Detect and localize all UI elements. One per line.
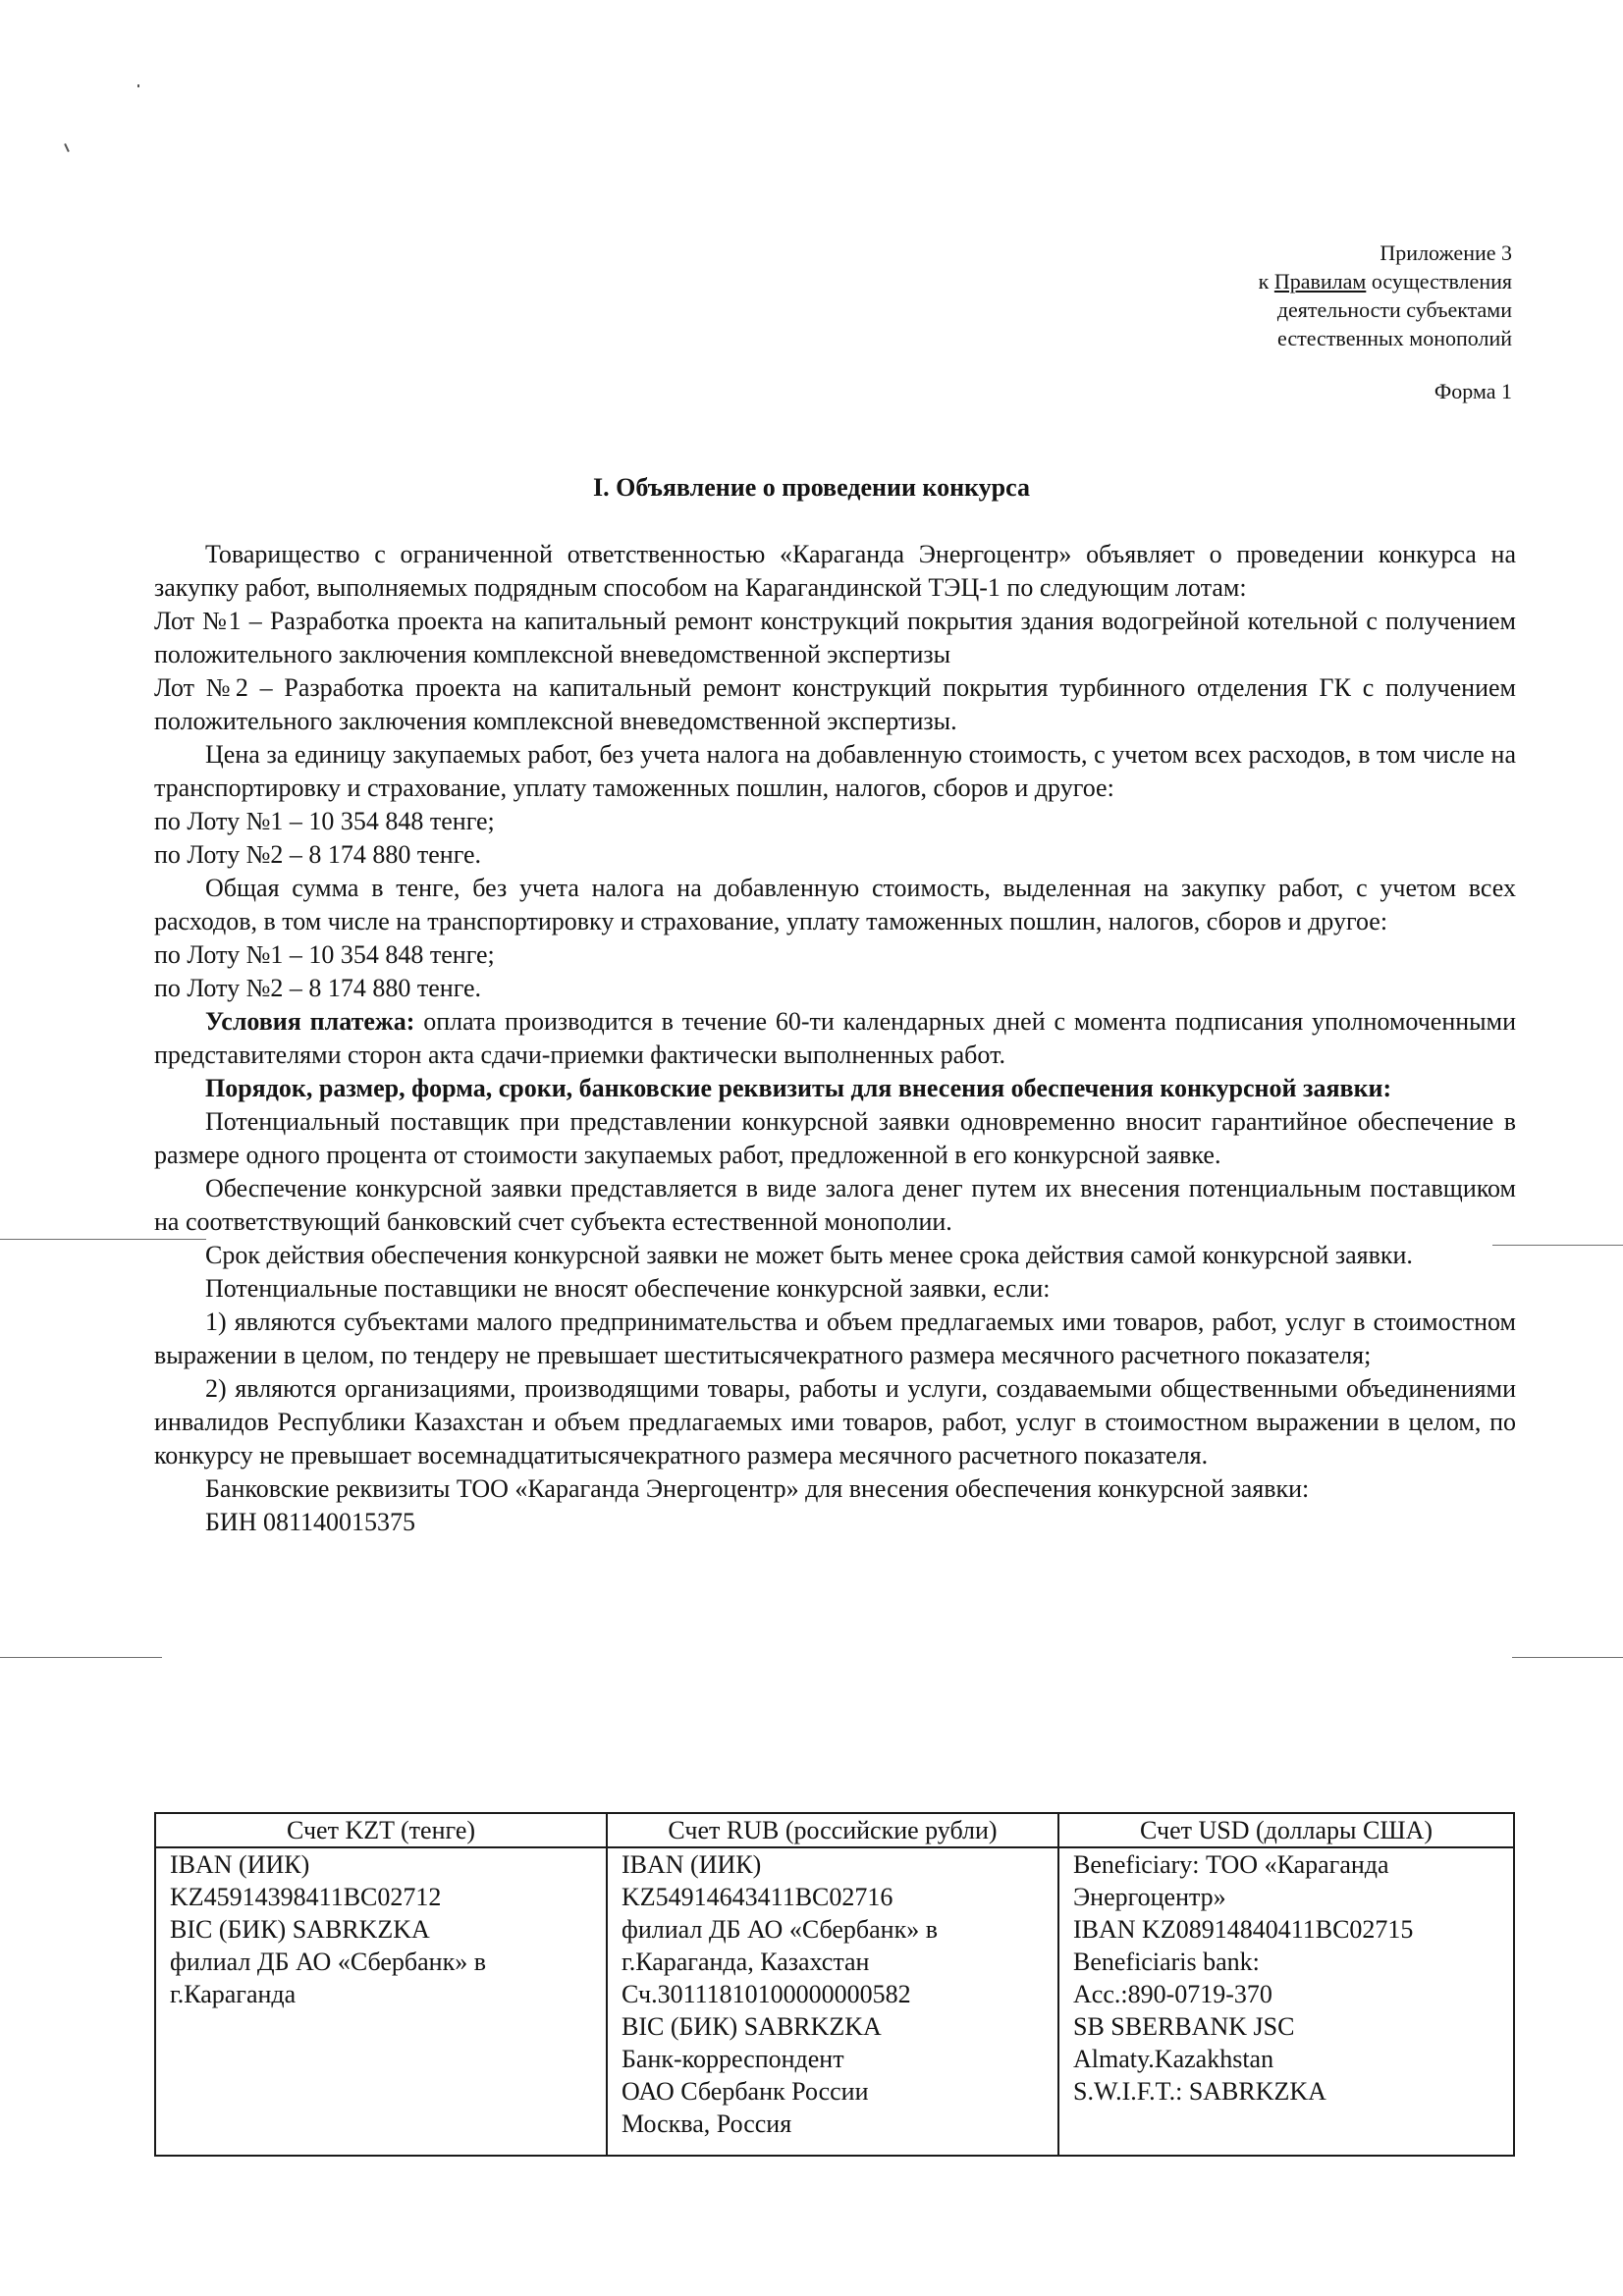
rub-line: филиал ДБ АО «Сбербанк» в: [622, 1915, 938, 1944]
column-header-rub: Счет RUB (российские рубли): [607, 1813, 1058, 1847]
scan-speck: [64, 143, 70, 152]
bank-details-table: [154, 1812, 1515, 2157]
security-paragraph-3: Срок действия обеспечения конкурсной заявки не может быть менее срока действия самой конкурсной заявки.: [205, 1241, 1413, 1269]
unit-price-lot-2: по Лоту №2 – 8 174 880 тенге.: [154, 840, 482, 869]
bin-number: БИН 081140015375: [205, 1508, 416, 1536]
rub-line: Банк-корреспондент: [622, 2045, 844, 2073]
exemption-paragraph: Потенциальные поставщики не вносят обеспечение конкурсной заявки, если:: [205, 1274, 1051, 1303]
document-title: I. Объявление о проведении конкурса: [593, 473, 1030, 502]
usd-line: Almaty.Kazakhstan: [1073, 2045, 1274, 2073]
security-paragraph-1: Потенциальный поставщик при представлении конкурсной заявки одновременно вносит гарантийное обеспечение в размере одного процента от стоимости закупаемых работ, предложенной в его конкурсной заявке.: [154, 1107, 1516, 1169]
unit-price-paragraph: Цена за единицу закупаемых работ, без учета налога на добавленную стоимость, с учетом всех расходов, в том числе на транспортировку и страхование, уплату таможенных пошлин, налогов, сборов и другое:: [154, 740, 1516, 802]
rub-line: г.Караганда, Казахстан: [622, 1948, 870, 1976]
kzt-line: BIC (БИК) SABRKZKA: [170, 1915, 430, 1944]
appendix-line: к Правилам осуществления: [1258, 269, 1512, 294]
table-row: [155, 1847, 1514, 2156]
usd-line: Beneficiary: ТОО «Караганда: [1073, 1850, 1389, 1879]
exemption-item-2: 2) являются организациями, производящими товары, работы и услуги, создаваемыми общественными объединениями инвалидов Республики Казахстан и объем предлагаемых ими товаров, работ, услуг в стоимостном выражении в целом, по конкурсу не превышает восемнадцатитысячекратного размера месячного расчетного показателя.: [154, 1374, 1516, 1469]
kzt-line: филиал ДБ АО «Сбербанк» в: [170, 1948, 486, 1976]
kzt-line: KZ45914398411BC02712: [170, 1883, 442, 1911]
form-number: Форма 1: [1434, 379, 1512, 403]
kzt-line: г.Караганда: [170, 1980, 297, 2008]
kzt-account-cell: [155, 1847, 607, 2156]
unit-price-lot-1: по Лоту №1 – 10 354 848 тенге;: [154, 807, 495, 835]
rub-line: Москва, Россия: [622, 2109, 792, 2138]
scan-artifact-line: [1492, 1245, 1623, 1246]
appendix-line: деятельности субъектами: [1276, 297, 1512, 322]
total-paragraph: Общая сумма в тенге, без учета налога на добавленную стоимость, выделенная на закупку работ, с учетом всех расходов, в том числе на транспортировку и страхование, уплату таможенных пошлин, налогов, сборов и другое:: [154, 874, 1516, 935]
usd-line: Энергоцентр»: [1073, 1883, 1226, 1911]
rub-line: BIC (БИК) SABRKZKA: [622, 2012, 882, 2041]
rub-account-cell: [607, 1847, 1058, 2156]
table-header-row: [155, 1813, 1514, 1847]
security-paragraph-2: Обеспечение конкурсной заявки представляется в виде залога денег путем их внесения потенциальным поставщиком на соответствующий банковский счет субъекта естественной монополии.: [154, 1174, 1516, 1236]
announcement-body: [154, 538, 1516, 1539]
rub-line: IBAN (ИИК): [622, 1850, 762, 1879]
column-header-usd: Счет USD (доллары США): [1058, 1813, 1514, 1847]
usd-line: Acc.:890-0719-370: [1073, 1980, 1272, 2008]
lot-2: Лот №2 – Разработка проекта на капитальный ремонт конструкций покрытия турбинного отделения ГК с получением положительного заключения комплексной вневедомственной экспертизы.: [154, 673, 1516, 735]
lot-1: Лот №1 – Разработка проекта на капитальный ремонт конструкций покрытия здания водогрейной котельной с получением положительного заключения комплексной вневедомственной экспертизы: [154, 607, 1516, 668]
appendix-line: естественных монополий: [1277, 326, 1512, 350]
security-heading: Порядок, размер, форма, сроки, банковские реквизиты для внесения обеспечения конкурсной заявки:: [205, 1074, 1392, 1102]
appendix-header: [1259, 239, 1512, 352]
scan-speck: [137, 84, 139, 87]
scan-artifact-line: [0, 1239, 206, 1240]
exemption-item-1: 1) являются субъектами малого предпринимательства и объем предлагаемых ими товаров, работ, услуг в стоимостном выражении в целом, по тендеру не превышает шеститысячекратного размера месячного расчетного показателя;: [154, 1308, 1516, 1369]
usd-line: SB SBERBANK JSC: [1073, 2012, 1295, 2041]
scan-artifact-line: [0, 1657, 162, 1658]
payment-terms-label: Условия платежа:: [205, 1007, 415, 1036]
rub-line: ОАО Сбербанк России: [622, 2077, 869, 2106]
usd-line: S.W.I.F.T.: SABRKZKA: [1073, 2077, 1326, 2106]
usd-line: IBAN KZ08914840411BC02715: [1073, 1915, 1414, 1944]
rub-line: KZ54914643411BC02716: [622, 1883, 893, 1911]
usd-line: Beneficiaris bank:: [1073, 1948, 1260, 1976]
rub-line: Сч.30111810100000000582: [622, 1980, 911, 2008]
column-header-kzt: Счет KZT (тенге): [155, 1813, 607, 1847]
total-lot-2: по Лоту №2 – 8 174 880 тенге.: [154, 974, 482, 1002]
bank-details-intro: Банковские реквизиты ТОО «Караганда Энергоцентр» для внесения обеспечения конкурсной заявки:: [205, 1474, 1310, 1503]
kzt-line: IBAN (ИИК): [170, 1850, 310, 1879]
total-lot-1: по Лоту №1 – 10 354 848 тенге;: [154, 940, 495, 969]
scan-artifact-line: [1512, 1657, 1623, 1658]
payment-terms: Условия платежа: оплата производится в течение 60-ти календарных дней с момента подписания уполномоченными представителями сторон акта сдачи-приемки фактически выполненных работ.: [154, 1007, 1517, 1069]
intro-paragraph: Товарищество с ограниченной ответственностью «Караганда Энергоцентр» объявляет о проведении конкурса на закупку работ, выполняемых подрядным способом на Карагандинской ТЭЦ-1 по следующим лотам:: [154, 540, 1516, 602]
rules-link[interactable]: Правилам: [1273, 269, 1367, 294]
appendix-line: Приложение 3: [1380, 240, 1512, 265]
usd-account-cell: [1058, 1847, 1514, 2156]
